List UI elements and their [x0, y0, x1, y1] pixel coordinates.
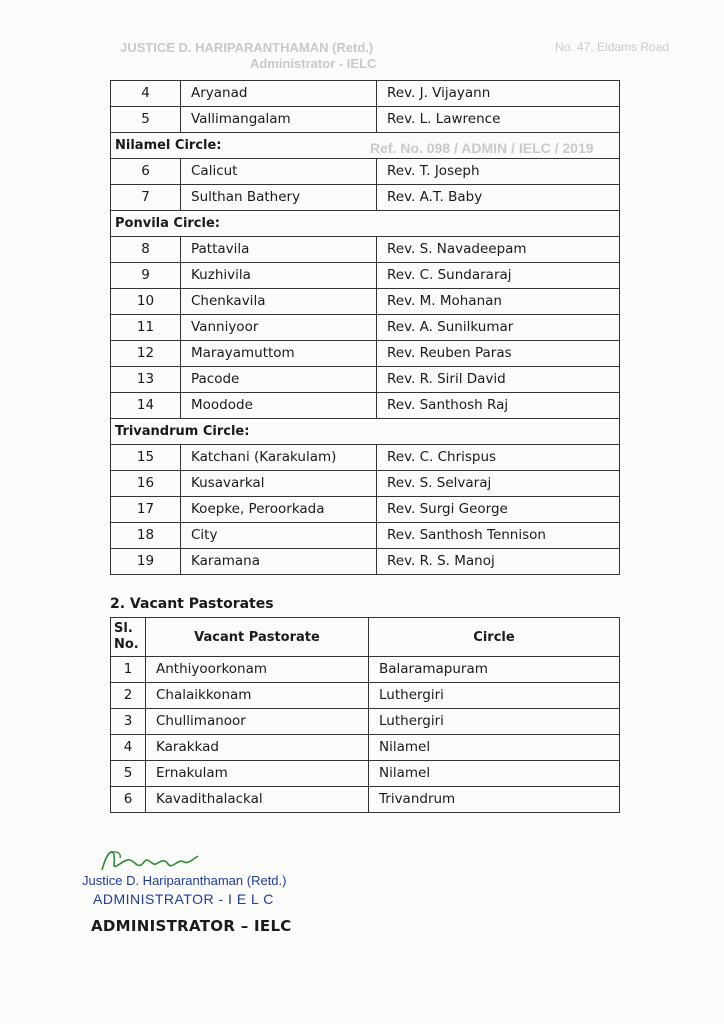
- pastor-name: Rev. Santhosh Raj: [377, 393, 620, 419]
- pastorate-name: Calicut: [181, 159, 377, 185]
- table-row: [111, 497, 620, 523]
- circle-name: Balaramapuram: [369, 657, 620, 683]
- table-row: [111, 735, 620, 761]
- table-row: [111, 107, 620, 133]
- table-row: [111, 471, 620, 497]
- pastorate-name: Pacode: [181, 367, 377, 393]
- row-number: 7: [111, 185, 181, 211]
- row-number: 5: [111, 107, 181, 133]
- vacant-section-title: 2. Vacant Pastorates: [110, 596, 274, 612]
- table-row: [111, 761, 620, 787]
- table-row: [111, 683, 620, 709]
- row-number: 16: [111, 471, 181, 497]
- pastorate-name: Vanniyoor: [181, 315, 377, 341]
- row-number: 6: [111, 159, 181, 185]
- circle-name: Luthergiri: [369, 683, 620, 709]
- table-row: [111, 393, 620, 419]
- bleed-ref: Ref. No. 098 / ADMIN / IELC / 2019: [370, 140, 594, 156]
- circle-header-row: [111, 419, 620, 445]
- pastorate-name: Katchani (Karakulam): [181, 445, 377, 471]
- footer-administrator: ADMINISTRATOR – IELC: [91, 917, 292, 935]
- row-number: 3: [111, 709, 146, 735]
- circle-header-row: [111, 211, 620, 237]
- circle-name: Nilamel: [369, 735, 620, 761]
- pastor-name: Rev. R. S. Manoj: [377, 549, 620, 575]
- table-row: [111, 289, 620, 315]
- table-row: [111, 315, 620, 341]
- row-number: 18: [111, 523, 181, 549]
- circle-label: Ponvila Circle:: [111, 211, 620, 237]
- circle-label: Trivandrum Circle:: [111, 419, 620, 445]
- pastor-name: Rev. Santhosh Tennison: [377, 523, 620, 549]
- row-number: 4: [111, 735, 146, 761]
- pastors-table: [110, 80, 620, 575]
- vacant-pastorate-name: Ernakulam: [146, 761, 369, 787]
- circle-name: Luthergiri: [369, 709, 620, 735]
- pastor-name: Rev. Surgi George: [377, 497, 620, 523]
- row-number: 14: [111, 393, 181, 419]
- vacant-pastorates-table: [110, 617, 620, 813]
- row-number: 10: [111, 289, 181, 315]
- pastor-name: Rev. T. Joseph: [377, 159, 620, 185]
- pastor-name: Rev. S. Selvaraj: [377, 471, 620, 497]
- pastorate-name: Koepke, Peroorkada: [181, 497, 377, 523]
- table-row: [111, 709, 620, 735]
- stamp-title: ADMINISTRATOR - I E L C: [93, 891, 274, 907]
- row-number: 13: [111, 367, 181, 393]
- vacant-pastorate-name: Kavadithalackal: [146, 787, 369, 813]
- header-vacant-pastorate: Vacant Pastorate: [146, 618, 369, 657]
- header-circle: Circle: [369, 618, 620, 657]
- pastor-name: Rev. Reuben Paras: [377, 341, 620, 367]
- row-number: 2: [111, 683, 146, 709]
- pastorate-name: Chenkavila: [181, 289, 377, 315]
- vacant-pastorate-name: Anthiyoorkonam: [146, 657, 369, 683]
- table-row: [111, 549, 620, 575]
- row-number: 9: [111, 263, 181, 289]
- stamp-name: Justice D. Hariparanthaman (Retd.): [82, 873, 287, 888]
- table-row: [111, 263, 620, 289]
- row-number: 15: [111, 445, 181, 471]
- pastor-name: Rev. J. Vijayann: [377, 81, 620, 107]
- circle-name: Nilamel: [369, 761, 620, 787]
- circle-header-row: [111, 133, 620, 159]
- row-number: 19: [111, 549, 181, 575]
- pastorate-name: Moodode: [181, 393, 377, 419]
- pastor-name: Rev. C. Sundararaj: [377, 263, 620, 289]
- vacant-pastorate-name: Chalaikkonam: [146, 683, 369, 709]
- pastor-name: Rev. S. Navadeepam: [377, 237, 620, 263]
- vacant-pastorate-name: Karakkad: [146, 735, 369, 761]
- table-row: [111, 159, 620, 185]
- table-row: [111, 367, 620, 393]
- pastorate-name: Vallimangalam: [181, 107, 377, 133]
- pastorate-name: Sulthan Bathery: [181, 185, 377, 211]
- row-number: 8: [111, 237, 181, 263]
- pastor-name: Rev. R. Siril David: [377, 367, 620, 393]
- table-row: [111, 657, 620, 683]
- pastorate-name: City: [181, 523, 377, 549]
- pastor-name: Rev. L. Lawrence: [377, 107, 620, 133]
- signature: [94, 840, 204, 876]
- table-row: [111, 787, 620, 813]
- pastorate-name: Kusavarkal: [181, 471, 377, 497]
- table-row: [111, 523, 620, 549]
- row-number: 11: [111, 315, 181, 341]
- pastorate-name: Karamana: [181, 549, 377, 575]
- row-number: 17: [111, 497, 181, 523]
- pastorate-name: Marayamuttom: [181, 341, 377, 367]
- table-row: [111, 185, 620, 211]
- table-row: [111, 81, 620, 107]
- pastor-name: Rev. A. Sunilkumar: [377, 315, 620, 341]
- pastorate-name: Aryanad: [181, 81, 377, 107]
- bleed-header-right: No. 47, Eldams Road: [555, 40, 670, 54]
- pastor-name: Rev. A.T. Baby: [377, 185, 620, 211]
- vacant-header-row: [111, 618, 620, 657]
- row-number: 1: [111, 657, 146, 683]
- table-row: [111, 445, 620, 471]
- row-number: 6: [111, 787, 146, 813]
- circle-label: Nilamel Circle:: [111, 133, 620, 159]
- header-sl-no: Sl. No.: [111, 618, 146, 657]
- table-row: [111, 237, 620, 263]
- pastor-name: Rev. C. Chrispus: [377, 445, 620, 471]
- pastor-name: Rev. M. Mohanan: [377, 289, 620, 315]
- bleed-header-left: JUSTICE D. HARIPARANTHAMAN (Retd.): [120, 40, 374, 55]
- table-row: [111, 341, 620, 367]
- circle-name: Trivandrum: [369, 787, 620, 813]
- pastorate-name: Pattavila: [181, 237, 377, 263]
- row-number: 5: [111, 761, 146, 787]
- pastorate-name: Kuzhivila: [181, 263, 377, 289]
- bleed-header-left2: Administrator - IELC: [250, 56, 377, 71]
- row-number: 12: [111, 341, 181, 367]
- vacant-pastorate-name: Chullimanoor: [146, 709, 369, 735]
- row-number: 4: [111, 81, 181, 107]
